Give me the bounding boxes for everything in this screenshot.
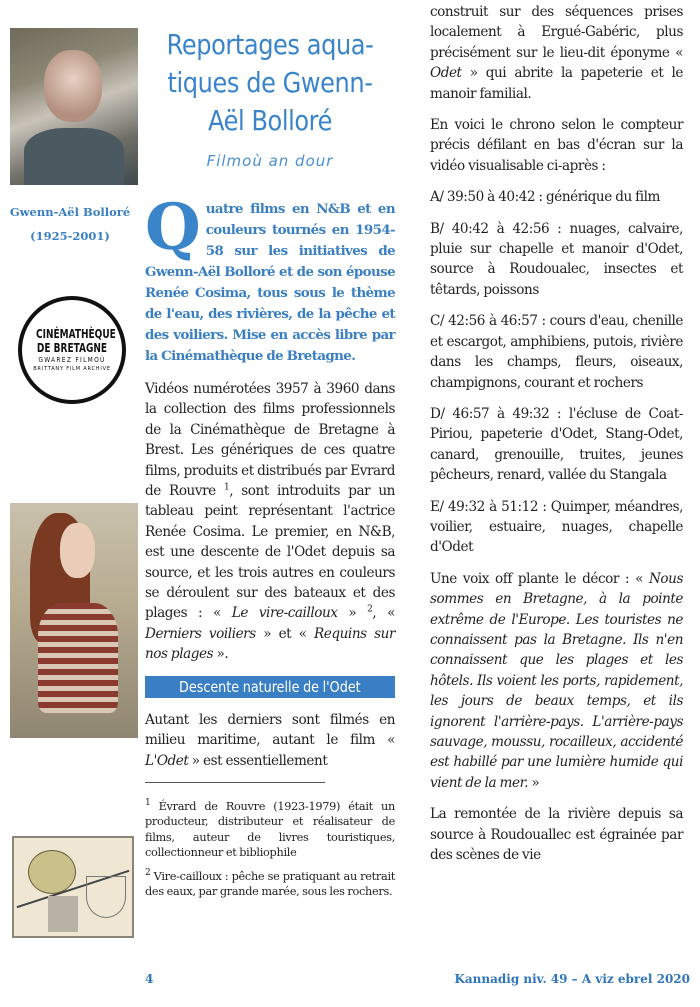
portrait-caption-dates: (1925-2001): [30, 229, 110, 243]
issue-footer: Kannadig niv. 49 – A viz ebrel 2020: [454, 972, 690, 986]
body-paragraph-3: construit sur des séquences prises localement à Ergué-Gabéric, plus précisément sur le lieu-dit éponyme « Odet » qui abrite la papeterie et le manoir familial.: [430, 4, 683, 102]
intro-paragraph: Quatre films en N&B et en couleurs tournés en 1954-58 sur les initiatives de Gwenn-Aël Bolloré et de son épouse Renée Cosima, tous sous le thème de l'eau, des rivières, de la pêche et des voiliers. Mise en accès libre par la Cinémathèque de Bretagne.: [145, 190, 395, 364]
body-paragraph-1: Vidéos numérotées 3957 à 3960 dans la collection des films professionnels de la Cinémathèque de Bretagne à Brest. Les génériques de ces quatre films, produits et distribués par Evrard de Rouvre $^1$, sont introduits par un tableau peint représentant l'actrice Renée Cosima. Le premier, en N&B, est une descente de l'Odet depuis sa source, et les trois autres en couleurs se déroulent sur des bateaux et des plages : « Le vire-cailloux » $^2$, « Derniers voiliers » et « Requins sur nos plages ».: [145, 381, 395, 663]
chrono-item: C/ 42:56 à 46:57 : cours d'eau, chenille et escargot, amphibiens, putois, rivière dans les champs, fleurs, oiseaux, champignons, courant et rochers: [430, 313, 683, 391]
footnote-divider: [145, 782, 325, 783]
footnote-2: $^2$ Vire-cailloux : pêche se pratiquant au retrait des eaux, par grande marée, sous les rochers.: [145, 867, 395, 898]
chrono-item: A/ 39:50 à 40:42 : générique du film: [430, 189, 660, 206]
page-number: 4: [145, 972, 154, 986]
footnote-ref-2[interactable]: 2: [367, 604, 373, 615]
section-heading: Descente naturelle de l'Odet: [145, 676, 395, 698]
body-paragraph-2: Autant les derniers sont filmés en milieu maritime, autant le film « L'Odet » est essentiellement: [145, 711, 395, 769]
fisherman-sketch: [12, 836, 134, 938]
chrono-item: E/ 49:32 à 51:12 : Quimper, méandres, voilier, estuaire, nuages, chapelle d'Odet: [430, 498, 683, 556]
body-paragraph-6: La remontée de la rivière depuis sa source à Roudouallec est égrainée par des scènes de vie: [430, 806, 683, 864]
right-column: [430, 2, 683, 876]
chrono-item: B/ 40:42 à 42:56 : nuages, calvaire, pluie sur chapelle et manoir d'Odet, source à Roudoualec, insectes et têtards, poissons: [430, 220, 683, 298]
cinematheque-logo: CINÉMATHÈQUE DE BRETAGNE GWAREZ FILMOÙ BRITTANY FILM ARCHIVE: [18, 296, 126, 404]
body-paragraph-4: En voici le chrono selon le compteur précis défilant en bas d'écran sur la vidéo visualisable ci-après :: [430, 117, 683, 174]
body-paragraph-5: Une voix off plante le décor : « Nous sommes en Bretagne, à la pointe extrême de l'Europe. Les touristes ne connaissent pas la Bretagne. Ils n'en connaissent que les plages et les hôtels. Ils voient les ports, rapidement, les jours de beaux temps, et ils ignorent l'arrière-pays. L'arrière-pays sauvage, moussu, rocailleux, accidenté est habillé par une lumière humide qui vient de la mer. »: [430, 570, 683, 791]
drop-cap: Q: [145, 190, 201, 265]
article-subtitle: Filmoù an dour: [206, 152, 334, 170]
portrait-caption-name: Gwenn-Aël Bolloré: [9, 205, 131, 219]
footnote-1: $^1$ Évrard de Rouvre (1923-1979) était un producteur, distributeur et réalisateur de films, auteur de livres touristiques, collectionneur et bibliophile: [145, 798, 395, 860]
chrono-item: D/ 46:57 à 49:32 : l'écluse de Coat-Piriou, papeterie d'Odet, Stang-Odet, canard, grenouille, truites, jeunes pêcheurs, renard, vallée du Stangala: [430, 405, 683, 484]
footnotes: [145, 799, 395, 899]
article-title: Reportages aqua- tiques de Gwenn- Aël Bolloré: [166, 28, 374, 137]
middle-column: [145, 190, 395, 907]
footnote-ref-1[interactable]: 1: [223, 482, 230, 493]
portrait-photo: [10, 28, 138, 185]
painting-renee-cosima: [10, 503, 138, 738]
